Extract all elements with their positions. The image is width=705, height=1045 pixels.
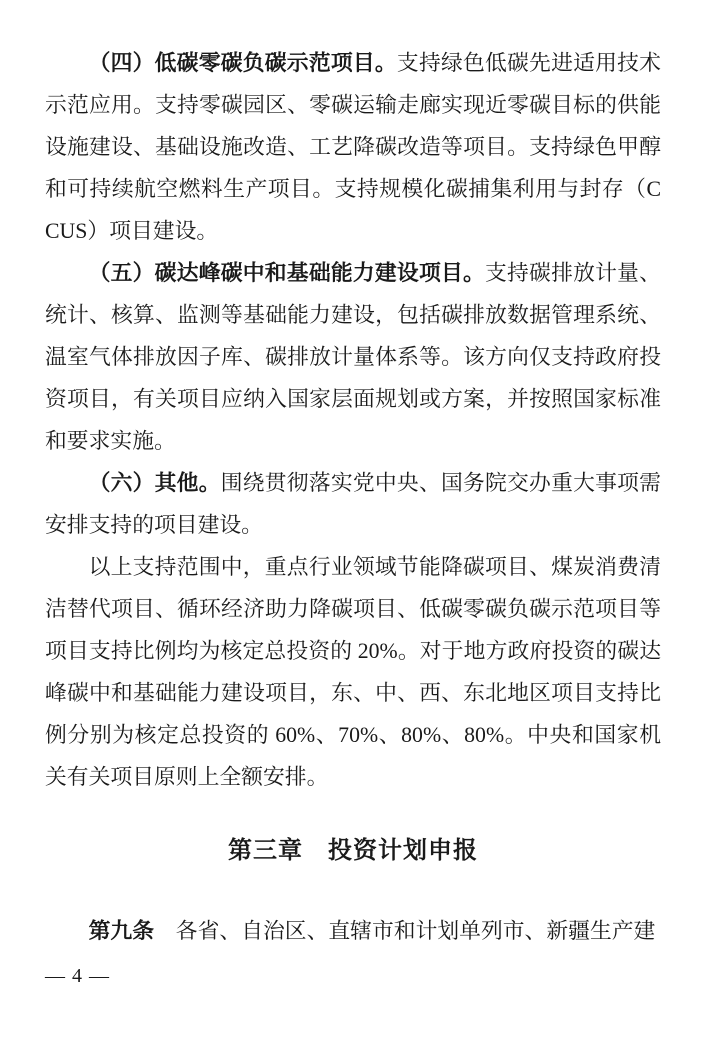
paragraph-article-9: [45, 910, 661, 952]
page-number: — 4 —: [45, 965, 110, 987]
article-9-number: 第九条: [88, 919, 154, 943]
summary-text: 以上支持范围中，重点行业领域节能降碳项目、煤炭消费清洁替代项目、循环经济助力降碳项目、低碳零碳负碳示范项目等项目支持比例均为核定总投资的 20%。对于地方政府投资的碳达峰碳中和基础能力建设项目，东、中、西、东北地区项目支持比例分别为核定总投资的 60%、70%、80%、80%。中央和国家机关有关项目原则上全额安排。: [45, 555, 661, 789]
article-9-text: 各省、自治区、直辖市和计划单列市、新疆生产建: [154, 919, 656, 943]
section-5-lead: （五）碳达峰碳中和基础能力建设项目。: [88, 261, 486, 285]
document-body: [45, 42, 661, 952]
section-5-text: 支持碳排放计量、统计、核算、监测等基础能力建设，包括碳排放数据管理系统、温室气体排放因子库、碳排放计量体系等。该方向仅支持政府投资项目，有关项目应纳入国家层面规划或方案，并按照国家标准和要求实施。: [45, 261, 661, 453]
section-6-text: 围绕贯彻落实党中央、国务院交办重大事项需安排支持的项目建设。: [45, 471, 661, 537]
section-6-lead: （六）其他。: [88, 471, 221, 495]
section-4-lead: （四）低碳零碳负碳示范项目。: [88, 51, 397, 75]
section-4-text: 支持绿色低碳先进适用技术示范应用。支持零碳园区、零碳运输走廊实现近零碳目标的供能设施建设、基础设施改造、工艺降碳改造等项目。支持绿色甲醇和可持续航空燃料生产项目。支持规模化碳捕集利用与封存（CCUS）项目建设。: [45, 51, 661, 243]
paragraph-section-6: [45, 462, 661, 546]
chapter-heading: 第三章 投资计划申报: [228, 837, 478, 864]
paragraph-section-4: [45, 42, 661, 252]
paragraph-summary: [45, 546, 661, 798]
paragraph-section-5: [45, 252, 661, 462]
